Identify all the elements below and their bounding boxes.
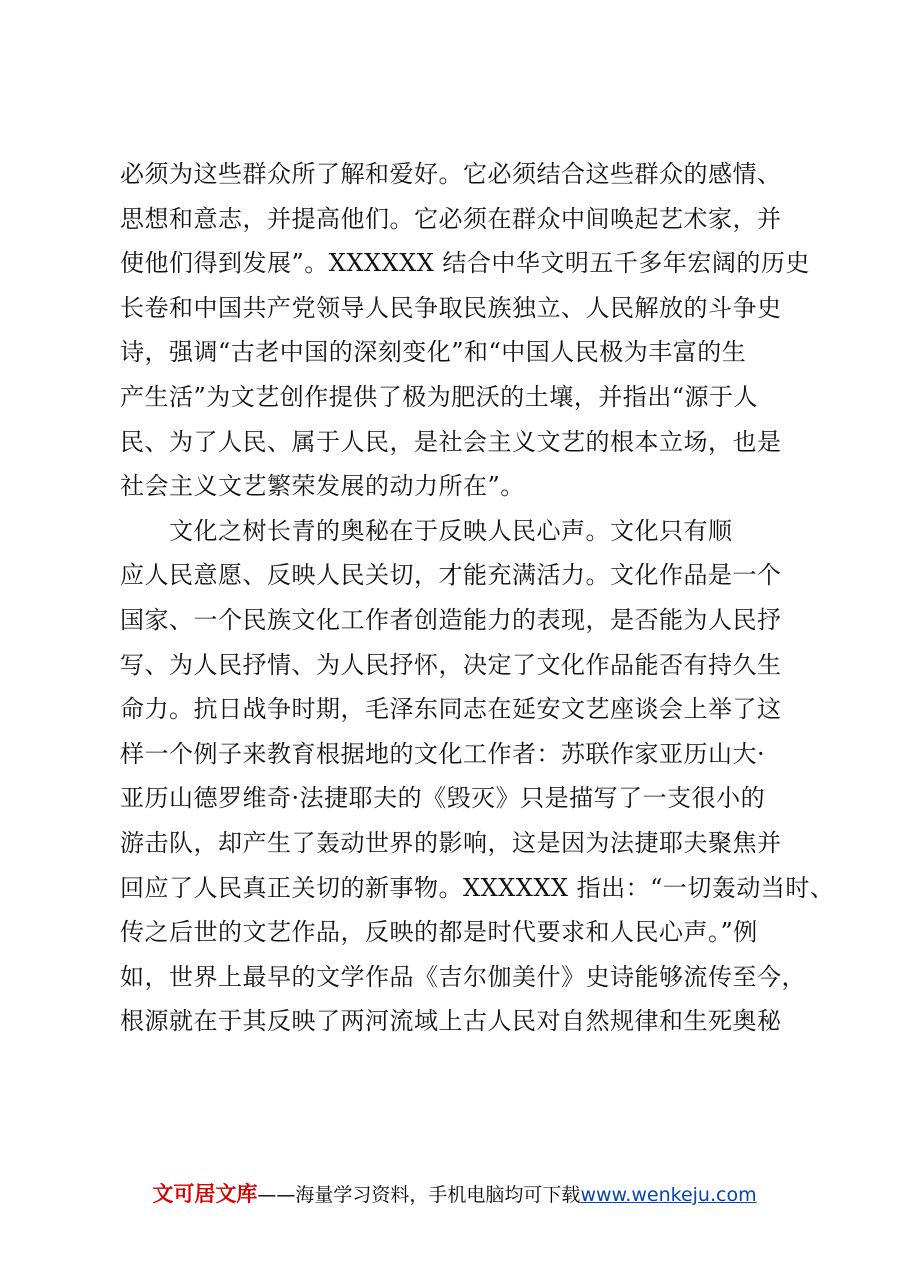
text-line: 命力。抗日战争时期，毛泽东同志在延安文艺座谈会上举了这 <box>120 695 782 724</box>
text-line: 样一个例子来教育根据地的文化工作者：苏联作家亚历山大· <box>120 739 766 768</box>
text-line: 必须为这些群众所了解和爱好。它必须结合这些群众的感情、 <box>120 160 782 188</box>
text-line: 国家、一个民族文化工作者创造能力的表现，是否能为人民抒 <box>120 605 782 634</box>
footer-tagline: ——海量学习资料，手机电脑均可下载 <box>257 1184 581 1206</box>
text-line: 游击队，却产生了轰动世界的影响，这是因为法捷耶夫聚焦并 <box>120 828 782 857</box>
text-line: 民、为了人民、属于人民，是社会主义文艺的根本立场，也是 <box>120 427 782 456</box>
document-body <box>120 152 835 1044</box>
footer-banner <box>0 1178 909 1208</box>
brand-name: 文可居文库 <box>152 1182 258 1206</box>
text-line: 使他们得到发展”。XXXXXX 结合中华文明五千多年宏阔的历史 <box>120 249 810 278</box>
site-link[interactable]: www.wenkeju.com <box>580 1184 757 1206</box>
text-line: 写、为人民抒情、为人民抒怀，决定了文化作品能否有持久生 <box>120 650 782 679</box>
text-line: 亚历山德罗维奇·法捷耶夫的《毁灭》只是描写了一支很小的 <box>120 784 766 813</box>
text-line: 回应了人民真正关切的新事物。XXXXXX 指出：“一切轰动当时、 <box>120 873 835 902</box>
text-line: 长卷和中国共产党领导人民争取民族独立、人民解放的斗争史 <box>120 293 782 322</box>
text-line: 传之后世的文艺作品，反映的都是时代要求和人民心声。”例 <box>120 918 758 947</box>
text-line: 社会主义文艺繁荣发展的动力所在”。 <box>120 472 525 501</box>
text-line: 诗，强调“古老中国的深刻变化”和“中国人民极为丰富的生 <box>120 338 747 367</box>
text-line: 应人民意愿、反映人民关切，才能充满活力。文化作品是一个 <box>120 561 782 590</box>
text-line: 文化之树长青的奥秘在于反映人民心声。文化只有顺 <box>120 516 733 545</box>
text-line: 思想和意志，并提高他们。它必须在群众中间唤起艺术家，并 <box>120 204 782 233</box>
text-line: 产生活”为文艺创作提供了极为肥沃的土壤，并指出“源于人 <box>120 382 759 411</box>
text-line: 根源就在于其反映了两河流域上古人民对自然规律和生死奥秘 <box>120 1007 782 1036</box>
text-line: 如，世界上最早的文学作品《吉尔伽美什》史诗能够流传至今， <box>120 962 806 991</box>
